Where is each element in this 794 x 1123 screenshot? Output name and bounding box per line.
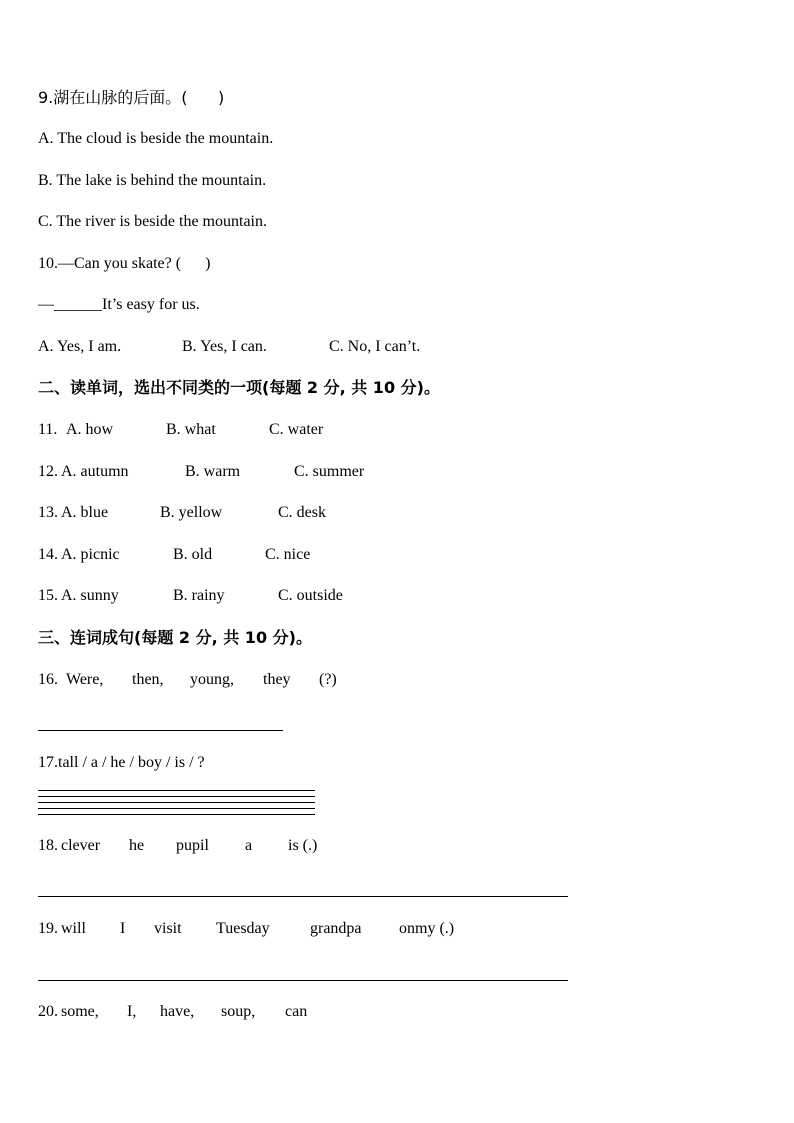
q17-prompt: 17.tall / a / he / boy / is / ? bbox=[38, 754, 205, 771]
q19-word: will bbox=[61, 920, 86, 937]
q11-number: 11. bbox=[38, 421, 58, 438]
q15-option-b: B. rainy bbox=[173, 587, 225, 604]
q14-number: 14. bbox=[38, 546, 58, 563]
q10-prompt: 10.—Can you skate? ( ) bbox=[38, 255, 211, 272]
q18-row bbox=[38, 836, 317, 856]
q20-word: soup, bbox=[221, 1003, 256, 1020]
q14-option-b: B. old bbox=[173, 546, 213, 563]
q14-option-a: A. picnic bbox=[61, 546, 120, 563]
q15-option-a: A. sunny bbox=[61, 587, 119, 604]
q12-number: 12. bbox=[38, 463, 58, 480]
q9-option-a: A. The cloud is beside the mountain. bbox=[38, 130, 274, 147]
q20-word: I, bbox=[127, 1003, 137, 1020]
q16-answer-line[interactable] bbox=[38, 730, 283, 731]
q19-word: Tuesday bbox=[216, 920, 270, 937]
q11-row bbox=[38, 420, 323, 440]
q17-answer-line[interactable] bbox=[38, 790, 315, 791]
q18-word: pupil bbox=[176, 837, 209, 854]
q11-option-b: B. what bbox=[166, 421, 216, 438]
q16-row bbox=[38, 670, 337, 690]
q13-number: 13. bbox=[38, 504, 58, 521]
q9-prompt: 9.湖在山脉的后面。( ) bbox=[38, 88, 225, 107]
q19-answer-line[interactable] bbox=[38, 980, 568, 981]
q18-number: 18. bbox=[38, 837, 58, 854]
q14-row bbox=[38, 545, 310, 565]
q19-number: 19. bbox=[38, 920, 58, 937]
q20-word: have, bbox=[160, 1003, 195, 1020]
q10-options bbox=[38, 337, 420, 357]
section2-heading: 二、读单词，选出不同类的一项(每题 2 分, 共 10 分)。 bbox=[38, 378, 440, 397]
q20-word: some, bbox=[61, 1003, 99, 1020]
q19-word: onmy (.) bbox=[399, 920, 455, 937]
q19-word: grandpa bbox=[310, 920, 362, 937]
q16-word: then, bbox=[132, 671, 164, 688]
q14-option-c: C. nice bbox=[265, 546, 311, 563]
q9-option-c: C. The river is beside the mountain. bbox=[38, 213, 267, 230]
q19-word: I bbox=[120, 920, 126, 937]
q16-word: young, bbox=[190, 671, 234, 688]
q20-row bbox=[38, 1002, 307, 1022]
q15-row bbox=[38, 586, 343, 606]
q17-answer-line[interactable] bbox=[38, 796, 315, 797]
q13-option-a: A. blue bbox=[61, 504, 109, 521]
q17-answer-line[interactable] bbox=[38, 808, 315, 809]
q12-option-a: A. autumn bbox=[61, 463, 129, 480]
q9-option-b: B. The lake is behind the mountain. bbox=[38, 172, 267, 189]
q16-word: Were, bbox=[66, 671, 104, 688]
q17-answer-line[interactable] bbox=[38, 802, 315, 803]
q18-answer-line[interactable] bbox=[38, 896, 568, 897]
q10-reply: —______It’s easy for us. bbox=[38, 296, 200, 313]
q16-word: they bbox=[263, 671, 291, 688]
q16-number: 16. bbox=[38, 671, 58, 688]
q19-word: visit bbox=[154, 920, 182, 937]
q13-row bbox=[38, 503, 326, 523]
q20-number: 20. bbox=[38, 1003, 58, 1020]
q12-option-b: B. warm bbox=[185, 463, 241, 480]
q15-number: 15. bbox=[38, 587, 58, 604]
q19-row bbox=[38, 919, 454, 939]
q16-word: (?) bbox=[319, 671, 337, 688]
section3-heading: 三、连词成句(每题 2 分, 共 10 分)。 bbox=[38, 628, 312, 647]
q12-option-c: C. summer bbox=[294, 463, 365, 480]
q13-option-b: B. yellow bbox=[160, 504, 223, 521]
q13-option-c: C. desk bbox=[278, 504, 326, 521]
q11-option-a: A. how bbox=[66, 421, 114, 438]
q11-option-c: C. water bbox=[269, 421, 324, 438]
q17-answer-line[interactable] bbox=[38, 814, 315, 815]
q20-word: can bbox=[285, 1003, 308, 1020]
q10-option-a: A. Yes, I am. bbox=[38, 338, 122, 355]
q18-word: he bbox=[129, 837, 145, 854]
q18-word: is (.) bbox=[288, 837, 318, 854]
q15-option-c: C. outside bbox=[278, 587, 343, 604]
q10-option-b: B. Yes, I can. bbox=[182, 338, 267, 355]
q18-word: clever bbox=[61, 837, 101, 854]
q18-word: a bbox=[245, 837, 253, 854]
q12-row bbox=[38, 462, 364, 482]
q10-option-c: C. No, I can’t. bbox=[329, 338, 421, 355]
